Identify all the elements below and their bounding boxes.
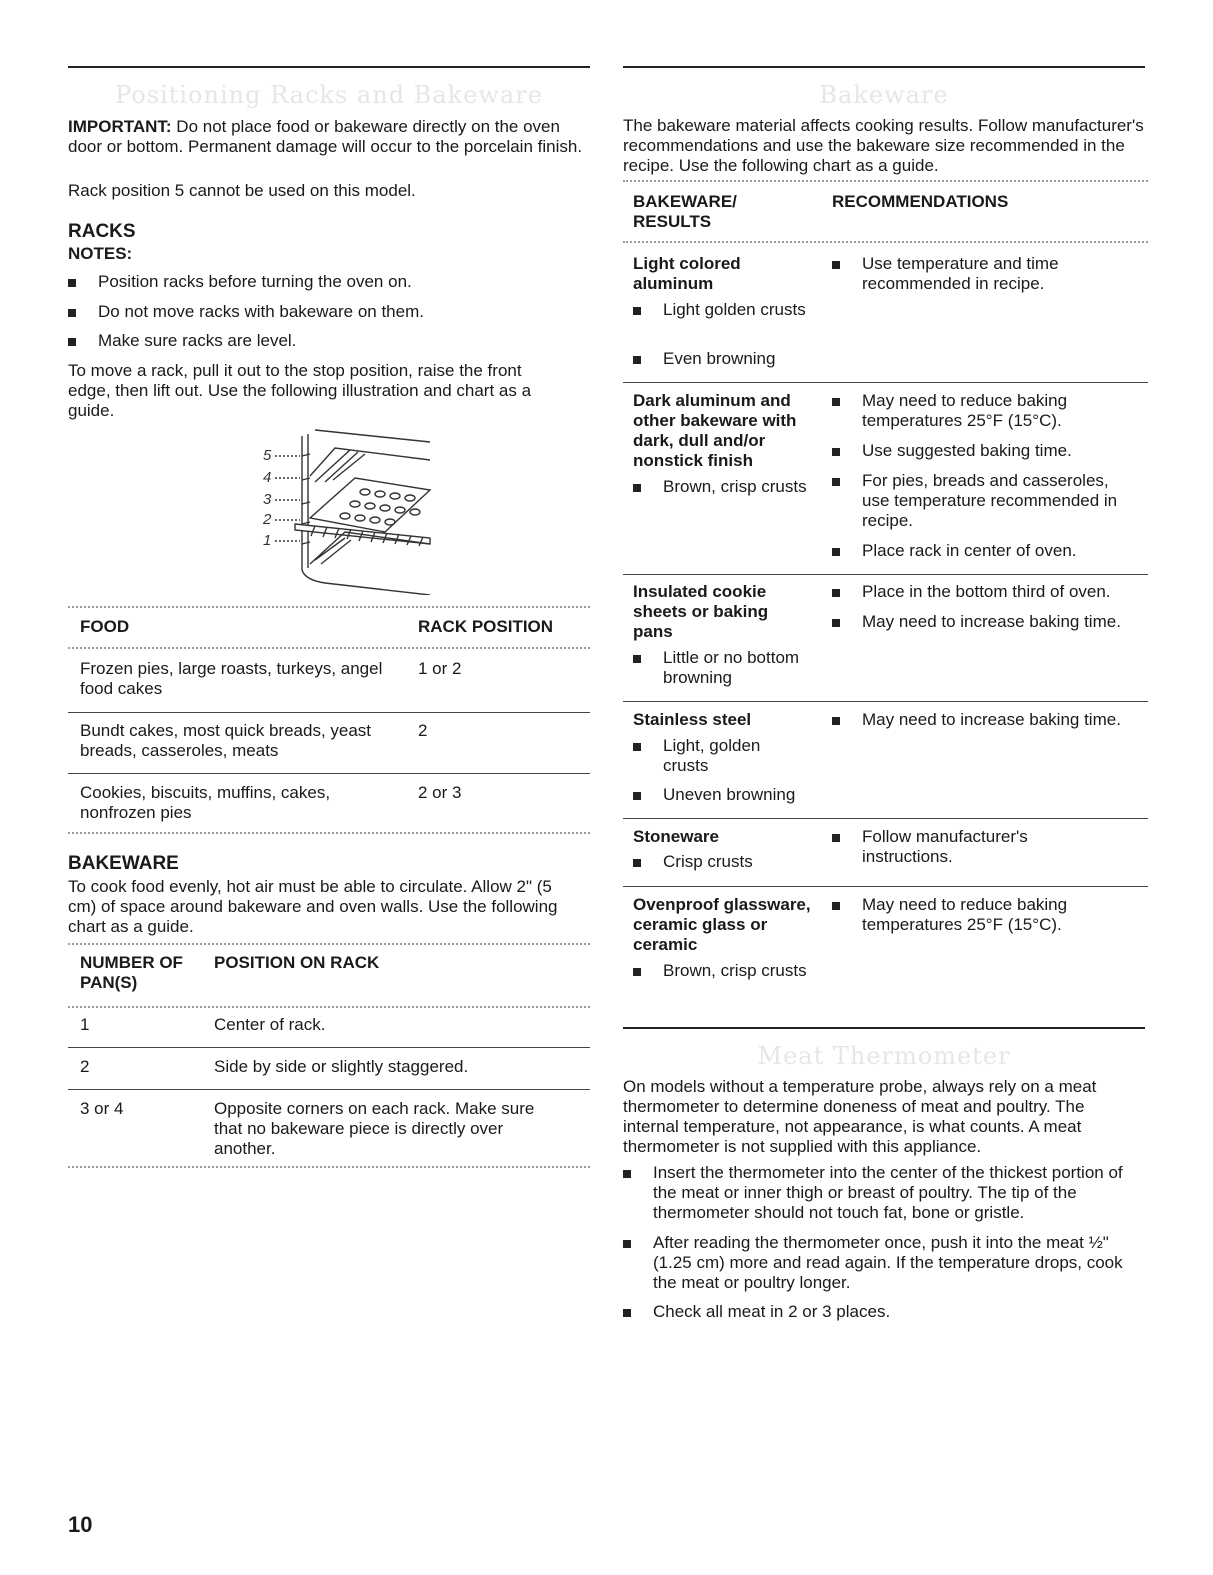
bakeware-row-name: Insulated cookie sheets or baking pans	[633, 582, 769, 641]
pan-table-header-rule	[68, 1006, 590, 1009]
food-row-rule	[68, 773, 590, 774]
bakeware-row-name: Dark aluminum and other bakeware with dark, dull and/or nonstick finish	[633, 391, 797, 470]
meat-section-rule	[623, 1027, 1145, 1029]
food-row-rule	[68, 712, 590, 713]
food-table-bottom-rule	[68, 832, 590, 835]
section-title-meat-thermometer: Meat Thermometer	[757, 1042, 1011, 1070]
bakeware-result-item: Brown, crisp crusts	[633, 477, 808, 497]
bakeware-rec-item: May need to increase baking time.	[832, 710, 1142, 730]
page-number: 10	[68, 1512, 93, 1537]
section-title-bakeware: Bakeware	[819, 81, 949, 109]
bakeware-rec-item: Use temperature and time recommended in recipe.	[832, 254, 1132, 294]
bakeware-table-header-recs: RECOMMENDATIONS	[832, 192, 1009, 211]
pan-row-number: 2	[80, 1057, 90, 1076]
section-title-positioning-racks: Positioning Racks and Bakeware	[115, 81, 543, 109]
rack-label-1: 1	[263, 532, 272, 549]
pan-row-number: 1	[80, 1015, 90, 1034]
food-row-food: Cookies, biscuits, muffins, cakes, nonfrozen pies	[80, 783, 331, 822]
pan-row-rule	[68, 1089, 590, 1090]
note-item: Do not move racks with bakeware on them.	[68, 302, 424, 322]
important-paragraph	[68, 117, 590, 157]
rack-label-5: 5	[263, 447, 272, 464]
food-row-rack: 1 or 2	[418, 659, 462, 678]
bakeware-rec-item: May need to reduce baking temperatures 25°F (15°C).	[832, 895, 1112, 935]
pan-row-rule	[68, 1047, 590, 1048]
bakeware-row-name: Stainless steel	[633, 710, 752, 729]
bakeware-row-rule	[623, 886, 1148, 887]
bakeware-table-header-rule	[623, 241, 1148, 244]
bakeware-row-rule	[623, 818, 1148, 819]
rack-label-4: 4	[263, 469, 272, 486]
food-table-top-rule	[68, 606, 590, 609]
pan-row-position: Opposite corners on each rack. Make sure that no bakeware piece is directly over another.	[214, 1099, 535, 1158]
bakeware-result-item: Little or no bottom browning	[633, 648, 818, 688]
pan-table-header-position: POSITION ON RACK	[214, 953, 380, 972]
bakeware-rec-item: Place in the bottom third of oven.	[832, 582, 1142, 602]
bakeware-row-rule	[623, 701, 1148, 702]
important-text: Do not place food or bakeware directly on the oven door or bottom. Permanent damage will occur to the porcelain finish.	[68, 117, 583, 156]
food-table-header-rule	[68, 647, 590, 650]
bakeware-row-rule	[623, 382, 1148, 383]
bakeware-intro: The bakeware material affects cooking results. Follow manufacturer's recommendations and use the bakeware size recommended in the recipe. Use the following chart as a guide.	[623, 116, 1144, 175]
meat-bullet: Insert the thermometer into the center of the thickest portion of the meat or inner thigh or breast of poultry. The tip of the thermometer should not touch fat, bone or gristle.	[623, 1163, 1143, 1223]
racks-heading: RACKS	[68, 221, 136, 242]
bakeware-table-top-rule	[623, 180, 1148, 183]
pan-row-position: Side by side or slightly staggered.	[214, 1057, 469, 1076]
bakeware-row-name: Ovenproof glassware, ceramic glass or ceramic	[633, 895, 811, 954]
rack-label-2: 2	[263, 511, 272, 528]
rack-label-3: 3	[263, 491, 272, 508]
bakeware-row-rule	[623, 574, 1148, 575]
pan-table-top-rule	[68, 943, 590, 946]
food-row-rack: 2 or 3	[418, 783, 462, 802]
pan-row-number: 3 or 4	[80, 1099, 124, 1118]
bakeware-paragraph: To cook food evenly, hot air must be able to circulate. Allow 2" (5 cm) of space around bakeware and oven walls. Use the following chart as a guide.	[68, 877, 558, 936]
note-item: Position racks before turning the oven on.	[68, 272, 412, 292]
bakeware-rec-item: Place rack in center of oven.	[832, 541, 1132, 561]
pan-table-bottom-rule	[68, 1166, 590, 1169]
bakeware-rec-item: May need to increase baking time.	[832, 612, 1142, 632]
bakeware-result-item: Brown, crisp crusts	[633, 961, 808, 981]
bakeware-row-name: Stoneware	[633, 827, 719, 846]
rack5-note: Rack position 5 cannot be used on this model.	[68, 181, 416, 200]
bakeware-row-name: Light colored aluminum	[633, 254, 741, 293]
pan-row-position: Center of rack.	[214, 1015, 326, 1034]
bakeware-result-item: Uneven browning	[633, 785, 795, 805]
bakeware-result-item: Crisp crusts	[633, 852, 753, 872]
food-row-rack: 2	[418, 721, 428, 740]
food-table-header-rack: RACK POSITION	[418, 617, 554, 636]
note-item: Make sure racks are level.	[68, 331, 296, 351]
bakeware-rec-item: Follow manufacturer's instructions.	[832, 827, 1082, 867]
right-top-rule	[623, 66, 1145, 68]
bakeware-result-item: Light golden crusts	[633, 300, 818, 320]
important-label: IMPORTANT:	[68, 117, 172, 136]
rack-positions-illustration	[255, 420, 440, 595]
food-row-food: Frozen pies, large roasts, turkeys, angel food cakes	[80, 659, 383, 698]
food-row-food: Bundt cakes, most quick breads, yeast breads, casseroles, meats	[80, 721, 372, 760]
bakeware-rec-item: May need to reduce baking temperatures 25°F (15°C).	[832, 391, 1132, 431]
bakeware-result-item: Light, golden crusts	[633, 736, 808, 776]
pan-table-header-number: NUMBER OF PAN(S)	[80, 953, 183, 992]
food-table-header-food: FOOD	[80, 617, 130, 636]
meat-intro: On models without a temperature probe, always rely on a meat thermometer to determine doneness of meat and poultry. The internal temperature, not appearance, is what counts. A meat thermometer is not supplied with this appliance.	[623, 1077, 1097, 1156]
meat-bullet: After reading the thermometer once, push it into the meat ½" (1.25 cm) more and read again. If the temperature drops, cook the meat or poultry longer.	[623, 1233, 1143, 1293]
bakeware-heading: BAKEWARE	[68, 853, 179, 874]
bakeware-rec-item: Use suggested baking time.	[832, 441, 1132, 461]
move-rack-paragraph: To move a rack, pull it out to the stop position, raise the front edge, then lift out. Use the following illustration and chart as a guide.	[68, 361, 532, 420]
meat-bullet: Check all meat in 2 or 3 places.	[623, 1302, 1143, 1322]
bakeware-rec-item: For pies, breads and casseroles, use temperature recommended in recipe.	[832, 471, 1132, 531]
bakeware-table-header-results: BAKEWARE/ RESULTS	[633, 192, 737, 231]
left-top-rule	[68, 66, 590, 68]
notes-heading: NOTES:	[68, 244, 133, 263]
bakeware-result-item: Even browning	[633, 349, 775, 369]
